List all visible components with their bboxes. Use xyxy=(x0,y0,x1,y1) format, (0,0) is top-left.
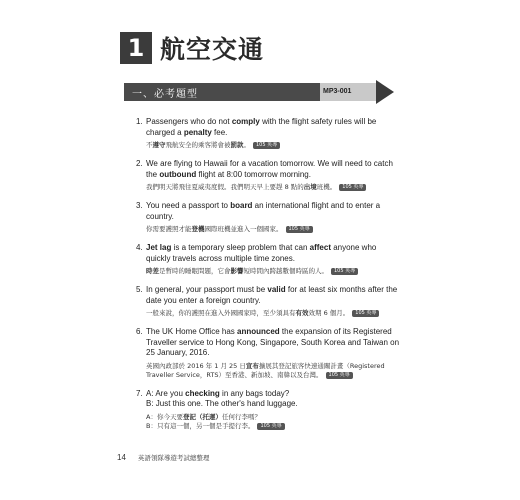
book-title: 英語領隊導遊考試總整理 xyxy=(137,454,210,462)
english-sentence: We are flying to Hawaii for a vacation tomorrow. We will need to catch the outbound flight at 8:00 tomorrow morning. xyxy=(146,159,393,179)
list-item xyxy=(136,201,402,234)
list-item xyxy=(136,285,402,318)
item-number: 1. xyxy=(136,117,143,126)
chinese-translation: 時差是暫時的睡眠問題，它會影響短時間內跨越數個時區的人。 105 英導 xyxy=(146,267,402,276)
english-sentence: The UK Home Office has announced the expansion of its Registered Traveller service to Hong Kong, Singapore, South Korea and Taiwan on 25 January, 2016. xyxy=(146,327,400,357)
exam-badge: 105 英導 xyxy=(339,184,366,191)
english-sentence: A: Are you checking in any bags today? B: Just this one. The other's hand luggage. xyxy=(146,388,298,408)
list-item xyxy=(136,159,402,192)
audio-track-label: MP3-001 xyxy=(323,88,352,95)
chinese-translation: A：你今天要登記（托運）任何行李嗎？ B：只有這一個，另一個是手提行李。 105 英導 xyxy=(146,413,402,431)
item-number: 4. xyxy=(136,243,143,252)
english-sentence: Jet lag is a temporary sleep problem that can affect anyone who quickly travels across multiple time zones. xyxy=(146,243,377,263)
english-sentence: You need a passport to board an international flight and to enter a country. xyxy=(146,201,381,221)
list-item xyxy=(136,327,402,380)
item-number: 2. xyxy=(136,159,143,168)
exam-badge: 105 英導 xyxy=(257,423,284,430)
english-sentence: In general, your passport must be valid for at least six months after the date you enter a foreign country. xyxy=(146,285,398,305)
section-title: 一、必考題型 xyxy=(132,88,198,100)
item-number: 7. xyxy=(136,388,143,398)
exam-badge: 105 英導 xyxy=(253,142,280,149)
page-footer xyxy=(117,453,209,462)
chapter-heading xyxy=(120,30,264,66)
list-item xyxy=(136,117,402,150)
list-item xyxy=(136,389,402,431)
question-list xyxy=(136,117,402,440)
chinese-translation: 一般來說，你的護照在進入外國國家時，至少須具有有效效期 6 個月。 105 英導 xyxy=(146,309,402,318)
item-number: 5. xyxy=(136,285,143,294)
exam-badge: 105 英導 xyxy=(352,310,379,317)
chinese-translation: 英國內政部於 2016 年 1 月 25 日宣布擴展其登記旅客快速通關計畫（Registered Traveller Service，RTS）至香港、新加坡、南韓以及台灣。 105 英導 xyxy=(146,361,385,379)
chinese-translation: 不遵守飛航安全的乘客將會被罰款。 105 英導 xyxy=(146,141,402,150)
arrow-icon xyxy=(376,80,394,104)
exam-badge: 105 英導 xyxy=(331,268,358,275)
english-sentence: Passengers who do not comply with the flight safety rules will be charged a penalty fee. xyxy=(146,117,377,137)
exam-badge: 105 英導 xyxy=(326,372,353,379)
item-number: 6. xyxy=(136,327,143,336)
chinese-translation: 我們明天將飛往夏威夷度假。我們明天早上要趕 8 點的出境班機。 105 英導 xyxy=(146,183,402,192)
chapter-title: 航空交通 xyxy=(160,35,265,64)
exam-badge: 105 英導 xyxy=(286,226,313,233)
chapter-number: 1 xyxy=(120,32,152,64)
item-number: 3. xyxy=(136,201,143,210)
page-number: 14 xyxy=(117,453,126,462)
list-item xyxy=(136,243,402,276)
chinese-translation: 你需要護照才能登機國際班機並進入一個國家。 105 英導 xyxy=(146,225,402,234)
